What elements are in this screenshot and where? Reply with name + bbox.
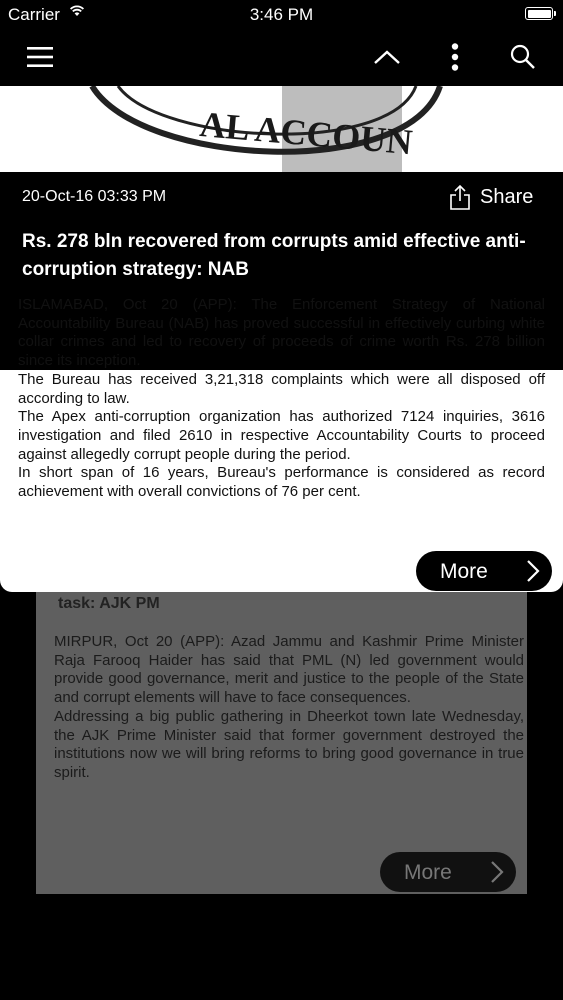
article-paragraph: The Bureau has received 3,21,318 complaints which were all disposed off according to law. xyxy=(18,370,545,407)
article-body xyxy=(18,296,545,502)
article-paragraph: In short span of 16 years, Bureau's performance is considered as record achievement with overall convictions of 76 per cent. xyxy=(18,464,545,501)
more-button[interactable] xyxy=(416,551,552,591)
share-label: Share xyxy=(480,185,534,208)
next-article-card[interactable] xyxy=(36,592,527,894)
article-date: 20-Oct-16 03:33 PM xyxy=(22,188,167,205)
clock: 3:46 PM xyxy=(249,5,314,24)
next-article-paragraph: MIRPUR, Oct 20 (APP): Azad Jammu and Kashmir Prime Minister Raja Farooq Haider has said that PML (N) led government would provide good governance, merit and justice to the people of the State and corrupt elements will have to face consequences. xyxy=(54,633,524,707)
next-article-paragraph: Addressing a big public gathering in Dheerkot town late Wednesday, the AJK Prime Minister said that former government destroyed the institutions now we will bring reforms to bring good governance in true spirit. xyxy=(54,707,524,781)
article-image-caption: AL ACCOUN xyxy=(198,103,414,163)
article-paragraph: The Apex anti-corruption organization has authorized 7124 inquiries, 3616 investigation and filed 2610 in respective Accountability Courts to proceed against allegedly corrupt people during the period. xyxy=(18,408,545,463)
search-icon[interactable] xyxy=(510,40,536,74)
status-bar xyxy=(0,0,563,28)
next-more-button-label: More xyxy=(404,861,452,884)
more-button-label: More xyxy=(440,560,488,583)
chevron-right-icon xyxy=(490,860,504,884)
more-vertical-icon[interactable] xyxy=(447,40,463,74)
share-button[interactable] xyxy=(450,183,533,211)
article-card[interactable] xyxy=(0,86,563,592)
carrier-label: Carrier xyxy=(8,5,60,24)
next-article-title: task: AJK PM xyxy=(58,595,160,612)
share-icon xyxy=(450,184,470,210)
next-article-body xyxy=(38,620,526,783)
menu-icon[interactable] xyxy=(26,40,54,74)
article-paragraph: ISLAMABAD, Oct 20 (APP): The Enforcement Strategy of National Accountability Bureau (NAB) has proved successful in effectively curbing white collar crimes and led to recovery of proceeds of crime worth Rs. 278 billion since its inception. xyxy=(18,296,545,370)
chevron-up-icon[interactable] xyxy=(373,40,401,74)
article-headline[interactable]: Rs. 278 bln recovered from corrupts amid effective anti-corruption strategy: NAB xyxy=(22,231,526,280)
next-more-button[interactable] xyxy=(380,852,516,892)
chevron-right-icon xyxy=(526,559,540,583)
article-image xyxy=(0,86,563,172)
toolbar xyxy=(0,28,563,86)
battery-icon xyxy=(525,7,553,20)
